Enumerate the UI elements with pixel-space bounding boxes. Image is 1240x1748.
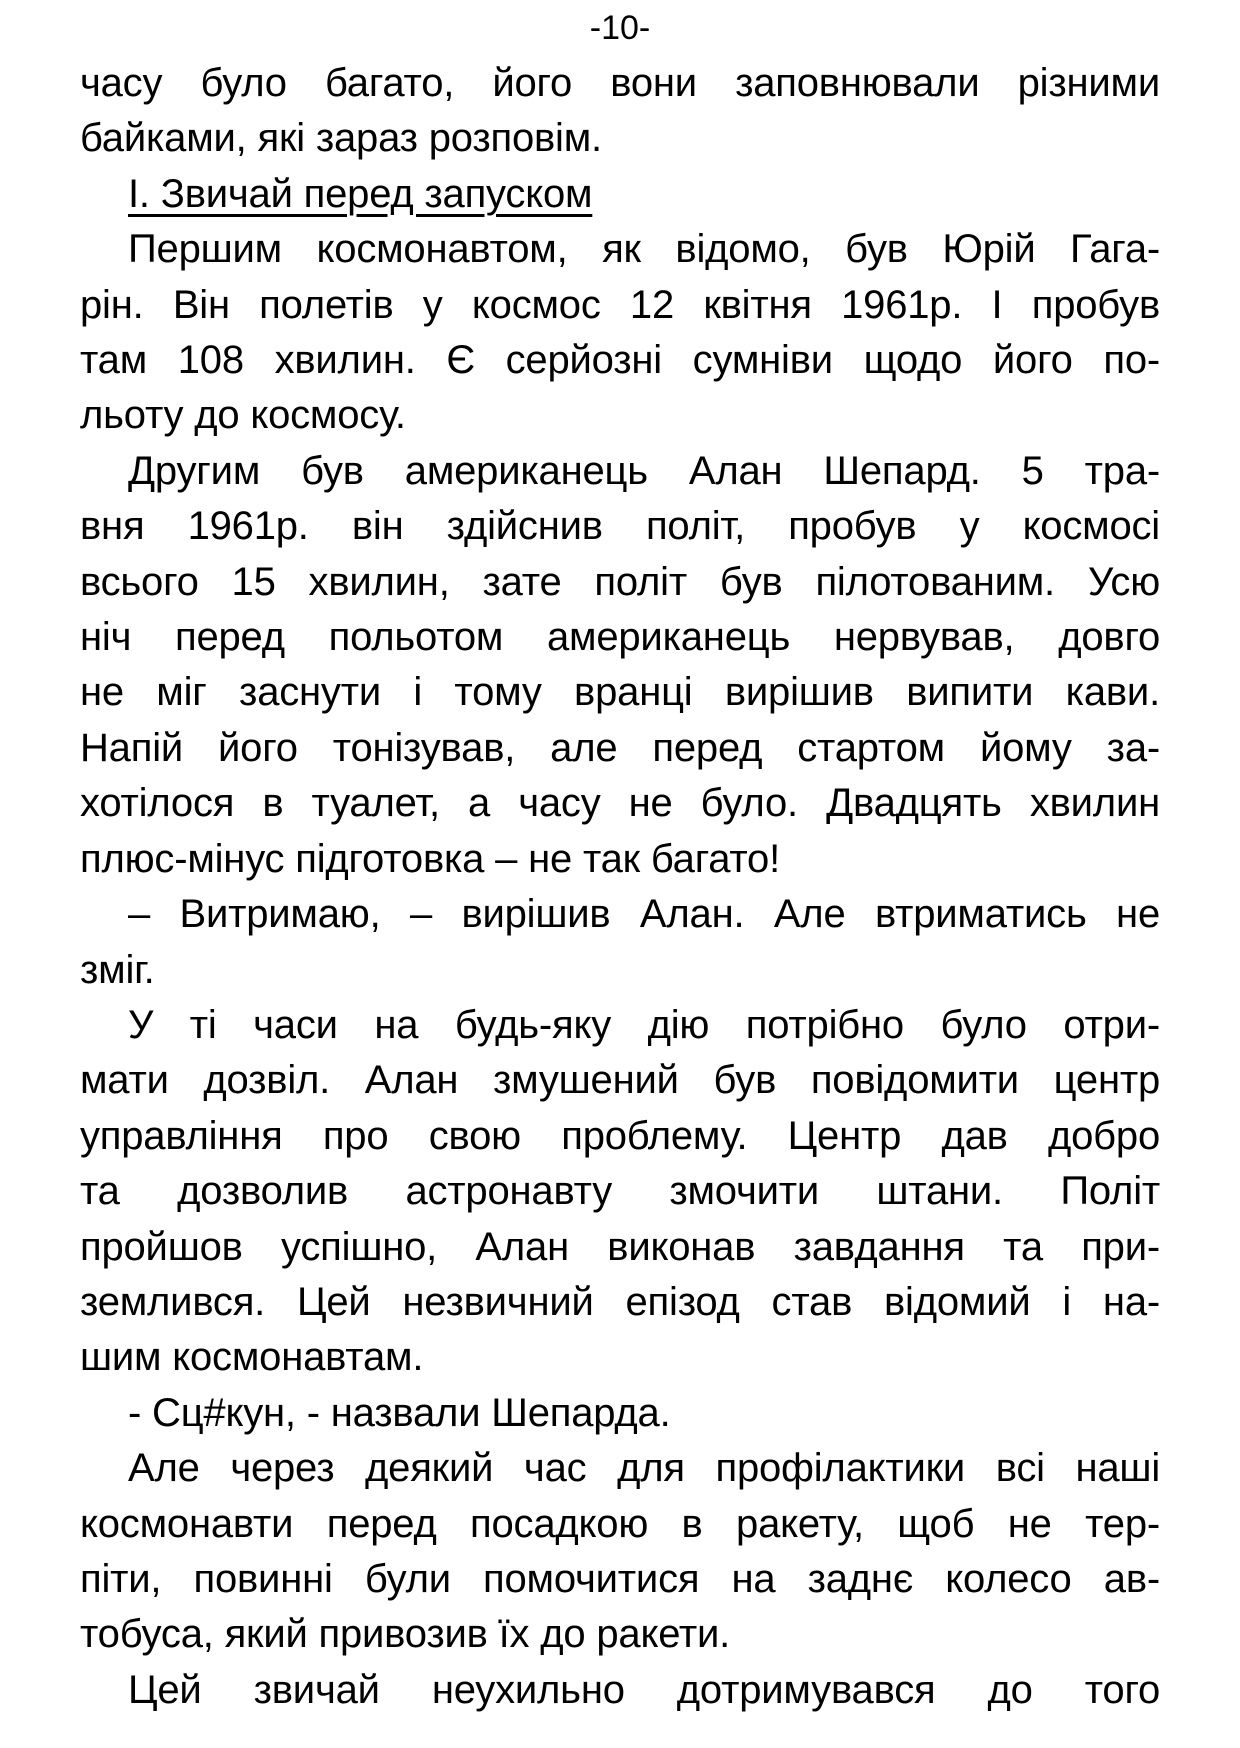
page-number: -10-	[589, 9, 651, 47]
text-line: та дозволив астронавту змочити штани. Політ	[80, 1169, 1160, 1214]
text-line: управління про свою проблему. Центр дав добро	[80, 1113, 1160, 1158]
text-line: Напій його тонізував, але перед стартом йому за-	[80, 725, 1160, 770]
text-line: рін. Він полетів у космос 12 квітня 1961р. І пробув	[80, 282, 1160, 327]
text-line: там 108 хвилин. Є серйозні сумніви щодо його по-	[80, 338, 1160, 383]
text-line: космонавти перед посадкою в ракету, щоб не тер-	[80, 1501, 1160, 1546]
text-line: плюс-мінус підготовка – не так багато!	[80, 836, 781, 881]
text-line: ніч перед польотом американець нервував, довго	[80, 615, 1160, 660]
text-line: Другим був американець Алан Шепард. 5 тра-	[128, 448, 1160, 493]
text-line: піти, повинні були помочитися на заднє колесо ав-	[80, 1556, 1160, 1601]
text-line: часу було багато, його вони заповнювали різними	[80, 61, 1160, 105]
text-line: зміг.	[80, 947, 155, 992]
text-line: Цей звичай неухильно дотримувався до того	[128, 1667, 1160, 1712]
text-line: землився. Цей незвичний епізод став відомий і на-	[80, 1279, 1160, 1324]
text-line: не міг заснути і тому вранці вирішив випити кави.	[80, 670, 1160, 715]
text-line: хотілося в туалет, а часу не було. Двадцять хвилин	[80, 781, 1160, 826]
text-line: Першим космонавтом, як відомо, був Юрій Гага-	[128, 227, 1160, 272]
text-line: тобуса, який привозив їх до ракети.	[80, 1612, 731, 1657]
text-line: мати дозвіл. Алан змушений був повідомити центр	[80, 1058, 1160, 1103]
text-line: льоту до космосу.	[80, 393, 406, 438]
section-heading: І. Звичай перед запуском	[128, 171, 593, 216]
text-line: всього 15 хвилин, зате політ був пілотованим. Усю	[80, 559, 1160, 604]
text-line: вня 1961р. він здійснив політ, пробув у космосі	[80, 504, 1160, 549]
text-line: Але через деякий час для профілактики всі наші	[128, 1446, 1160, 1491]
text-line: пройшов успішно, Алан виконав завдання та при-	[80, 1224, 1160, 1269]
text-line: У ті часи на будь-яку дію потрібно було отри-	[128, 1002, 1160, 1047]
text-line: байками, які зараз розповім.	[80, 116, 602, 161]
text-block	[80, 56, 1160, 1718]
text-line: - Сц#кун, - назвали Шепарда.	[128, 1390, 671, 1435]
text-line: шим космонавтам.	[80, 1335, 424, 1380]
text-line: – Витримаю, – вирішив Алан. Але втриматись не	[128, 892, 1160, 937]
